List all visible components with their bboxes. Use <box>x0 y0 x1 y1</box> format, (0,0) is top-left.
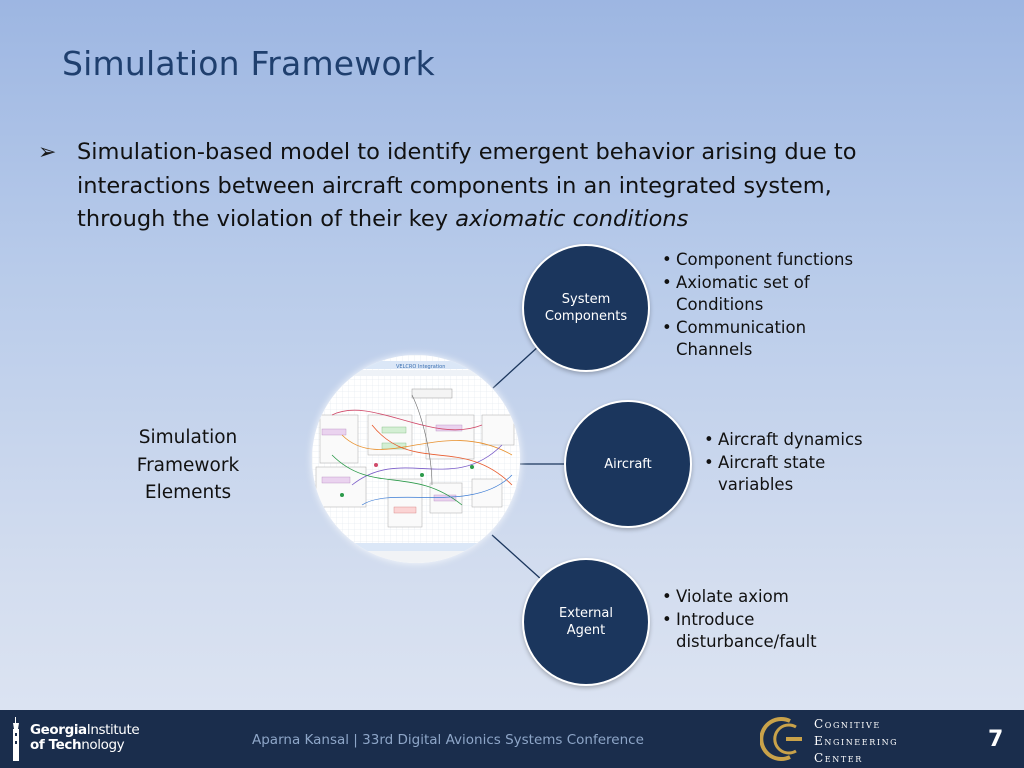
external-agent-node <box>522 558 650 686</box>
list-item: • Component functions <box>662 249 853 272</box>
page-number: 7 <box>988 727 1004 752</box>
list-item: • Communication Channels <box>662 317 836 362</box>
georgia-tech-wordmark <box>30 723 139 753</box>
aircraft-list <box>704 429 868 497</box>
cec-logo-text <box>814 716 898 767</box>
slide-title: Simulation Framework <box>62 44 435 83</box>
system-components-label: System Components <box>544 292 628 324</box>
framework-elements-label: Simulation Framework Elements <box>136 427 240 503</box>
cec-line-2: Engineering <box>814 734 899 748</box>
list-item: • Introduce disturbance/fault <box>662 609 836 654</box>
list-item: • Axiomatic set of Conditions <box>662 272 836 317</box>
bullet-italic-text: axiomatic conditions <box>455 206 689 232</box>
cec-line-3: Center <box>814 751 863 765</box>
aircraft-node <box>564 400 692 528</box>
tech-tower-icon <box>10 717 24 761</box>
aircraft-label: Aircraft <box>604 456 652 472</box>
arrow-bullet-icon: ➢ <box>38 140 57 165</box>
system-components-list <box>662 249 853 362</box>
simulation-model-screenshot <box>312 355 520 563</box>
list-item: • Aircraft state variables <box>704 452 868 497</box>
list-item: • Aircraft dynamics <box>704 429 868 452</box>
gt-word-institute: Institute <box>86 722 140 738</box>
cec-emblem-icon <box>760 715 810 763</box>
bullet-main-text: Simulation-based model to identify emergent behavior arising due to interactions between aircraft components in an integrated system, through the violation of their key <box>77 139 857 232</box>
gt-word-georgia: Georgia <box>30 722 87 738</box>
model-diagram-thumbnail <box>312 355 520 563</box>
georgia-tech-logo <box>10 715 150 763</box>
footer-presenter-text: Aparna Kansal | 33rd Digital Avionics Systems Conference <box>252 732 644 748</box>
external-agent-list <box>662 586 836 654</box>
gt-word-oftech: of Tech <box>30 737 82 753</box>
cec-line-1: Cognitive <box>814 717 881 731</box>
external-agent-label: External Agent <box>559 606 613 638</box>
gt-word-nology: nology <box>81 737 125 753</box>
list-item: • Violate axiom <box>662 586 836 609</box>
screenshot-title: VELCRO Integration <box>396 364 446 370</box>
system-components-node <box>522 244 650 372</box>
